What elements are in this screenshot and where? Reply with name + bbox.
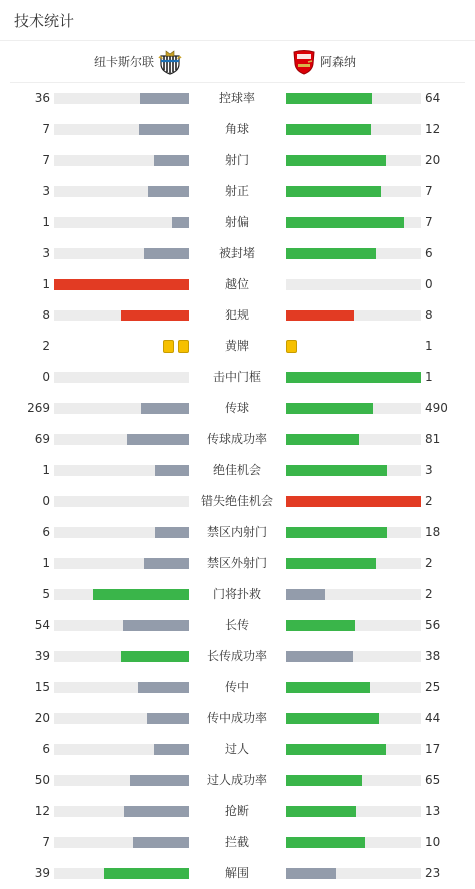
away-yellow-cards: [286, 340, 297, 353]
away-stat-bar-fill: [286, 837, 365, 848]
home-stat-bar: [54, 527, 189, 538]
away-stat-value: 7: [425, 215, 433, 229]
home-stat-bar-fill: [148, 186, 189, 197]
away-stat-bar-fill: [286, 713, 379, 724]
yellow-card-icon: [286, 340, 297, 353]
home-stat-bar: [54, 217, 189, 228]
away-stat-value: 56: [425, 618, 441, 632]
away-stat-bar: [286, 93, 421, 104]
home-stat-bar: [54, 713, 189, 724]
stat-label: 射偏: [224, 215, 249, 229]
home-stat-value: 20: [34, 711, 50, 725]
home-stat-value: 8: [42, 308, 50, 322]
home-stat-value: 0: [42, 370, 50, 384]
home-stat-bar: [54, 279, 189, 290]
home-stat-value: 39: [34, 866, 50, 880]
away-stat-bar-fill: [286, 744, 386, 755]
stat-row: [0, 858, 475, 889]
stat-label: 禁区内射门: [206, 525, 267, 539]
home-stat-bar: [54, 496, 189, 507]
home-stat-value: 3: [42, 184, 50, 198]
home-stat-value: 50: [34, 773, 50, 787]
stat-row: [0, 176, 475, 207]
home-stat-value: 1: [42, 556, 50, 570]
away-stat-bar: [286, 589, 421, 600]
away-stat-value: 38: [425, 649, 441, 663]
stat-row: [0, 765, 475, 796]
away-stat-bar: [286, 496, 421, 507]
stat-label: 越位: [224, 277, 249, 291]
home-stat-bar-fill: [172, 217, 189, 228]
stat-row: [0, 424, 475, 455]
stat-row: [0, 331, 475, 362]
stat-row: [0, 734, 475, 765]
away-stat-bar: [286, 775, 421, 786]
home-stat-value: 6: [42, 525, 50, 539]
home-stat-bar-fill: [144, 248, 189, 259]
away-stat-value: 6: [425, 246, 433, 260]
away-stat-bar: [286, 248, 421, 259]
stat-row: [0, 269, 475, 300]
away-stat-value: 1: [425, 339, 433, 353]
away-stat-bar: [286, 620, 421, 631]
home-stat-bar: [54, 651, 189, 662]
away-stat-bar-fill: [286, 124, 371, 135]
home-stat-bar: [54, 558, 189, 569]
page-header: [0, 0, 475, 41]
away-stat-bar-fill: [286, 527, 387, 538]
away-stat-value: 81: [425, 432, 441, 446]
home-stat-bar: [54, 403, 189, 414]
arsenal-crest-icon: [292, 49, 316, 75]
stat-row: [0, 548, 475, 579]
away-team-name: 阿森纳: [320, 55, 357, 69]
away-stat-bar: [286, 155, 421, 166]
stat-row: [0, 145, 475, 176]
home-stat-bar: [54, 186, 189, 197]
home-stat-bar: [54, 248, 189, 259]
home-stat-bar-fill: [54, 279, 189, 290]
home-stat-bar-fill: [141, 403, 189, 414]
home-team-name: 纽卡斯尔联: [93, 55, 154, 69]
away-stat-bar-fill: [286, 186, 381, 197]
stat-label: 射正: [224, 184, 249, 198]
stat-row: [0, 827, 475, 858]
away-stat-bar-fill: [286, 155, 386, 166]
away-stat-bar: [286, 651, 421, 662]
home-stat-bar: [54, 155, 189, 166]
home-stat-bar: [54, 465, 189, 476]
away-stat-bar: [286, 310, 421, 321]
home-stat-value: 7: [42, 122, 50, 136]
home-stat-value: 6: [42, 742, 50, 756]
home-stat-bar-fill: [121, 651, 189, 662]
home-stat-bar-fill: [104, 868, 189, 879]
stat-row: [0, 114, 475, 145]
home-stat-bar-fill: [144, 558, 189, 569]
home-stat-value: 12: [34, 804, 50, 818]
away-stat-bar: [286, 868, 421, 879]
stat-label: 过人: [224, 742, 249, 756]
home-stat-bar-fill: [130, 775, 189, 786]
home-team: [94, 41, 182, 82]
yellow-card-icon: [163, 340, 174, 353]
home-stat-bar-fill: [155, 465, 189, 476]
stat-label: 控球率: [218, 91, 255, 105]
home-stat-bar-fill: [133, 837, 189, 848]
home-stat-bar-fill: [138, 682, 189, 693]
away-stat-value: 490: [425, 401, 448, 415]
away-stat-bar-fill: [286, 682, 370, 693]
home-stat-bar-fill: [147, 713, 189, 724]
stat-label: 射门: [224, 153, 249, 167]
away-stat-bar-fill: [286, 868, 336, 879]
home-stat-bar: [54, 744, 189, 755]
away-team: [292, 41, 356, 82]
away-stat-value: 3: [425, 463, 433, 477]
away-stat-bar-fill: [286, 310, 354, 321]
home-yellow-cards: [163, 340, 189, 353]
away-stat-value: 64: [425, 91, 441, 105]
home-stat-value: 54: [34, 618, 50, 632]
stat-row: [0, 796, 475, 827]
away-stat-bar: [286, 434, 421, 445]
away-stat-value: 1: [425, 370, 433, 384]
home-stat-bar-fill: [123, 620, 189, 631]
home-stat-bar: [54, 310, 189, 321]
home-stat-bar: [54, 589, 189, 600]
away-stat-bar: [286, 558, 421, 569]
away-stat-value: 17: [425, 742, 441, 756]
home-stat-bar-fill: [154, 155, 189, 166]
home-stat-bar-fill: [140, 93, 189, 104]
home-stat-bar-fill: [155, 527, 189, 538]
away-stat-value: 65: [425, 773, 441, 787]
away-stat-bar-fill: [286, 434, 359, 445]
stat-label: 绝佳机会: [212, 463, 261, 477]
home-stat-value: 2: [42, 339, 50, 353]
home-stat-value: 1: [42, 463, 50, 477]
home-stat-bar: [54, 868, 189, 879]
stat-label: 角球: [224, 122, 249, 136]
stat-label: 犯规: [224, 308, 249, 322]
away-stat-bar: [286, 217, 421, 228]
newcastle-crest-icon: [158, 49, 182, 75]
away-stat-bar-fill: [286, 558, 376, 569]
away-stat-bar: [286, 527, 421, 538]
home-stat-bar-fill: [127, 434, 189, 445]
away-stat-bar: [286, 682, 421, 693]
away-stat-bar: [286, 713, 421, 724]
home-stat-bar-fill: [139, 124, 189, 135]
away-stat-bar: [286, 744, 421, 755]
stat-label: 黄牌: [224, 339, 249, 353]
away-stat-bar-fill: [286, 651, 353, 662]
teams-header: [10, 41, 465, 83]
away-stat-value: 8: [425, 308, 433, 322]
stats-list: [0, 83, 475, 889]
home-stat-value: 7: [42, 153, 50, 167]
stat-label: 过人成功率: [206, 773, 267, 787]
stat-label: 抢断: [224, 804, 249, 818]
stat-row: [0, 579, 475, 610]
stat-row: [0, 672, 475, 703]
home-stat-value: 36: [34, 91, 50, 105]
stat-label: 长传: [224, 618, 249, 632]
home-stat-bar: [54, 806, 189, 817]
stat-label: 传球成功率: [206, 432, 267, 446]
away-stat-bar: [286, 403, 421, 414]
stat-label: 击中门框: [212, 370, 261, 384]
away-stat-value: 12: [425, 122, 441, 136]
away-stat-bar-fill: [286, 372, 421, 383]
home-stat-value: 69: [34, 432, 50, 446]
home-stat-bar: [54, 682, 189, 693]
stat-label: 门将扑救: [212, 587, 261, 601]
stat-row: [0, 207, 475, 238]
away-stat-bar-fill: [286, 496, 421, 507]
home-stat-value: 39: [34, 649, 50, 663]
away-stat-value: 2: [425, 587, 433, 601]
stat-label: 禁区外射门: [206, 556, 267, 570]
away-stat-value: 0: [425, 277, 433, 291]
away-stat-bar: [286, 279, 421, 290]
away-stat-bar-fill: [286, 806, 356, 817]
stat-label: 传中: [224, 680, 249, 694]
away-stat-bar-fill: [286, 217, 404, 228]
home-stat-bar: [54, 775, 189, 786]
away-stat-bar-fill: [286, 465, 387, 476]
stat-label: 被封堵: [218, 246, 255, 260]
home-stat-value: 0: [42, 494, 50, 508]
away-stat-bar-fill: [286, 248, 376, 259]
home-stat-bar: [54, 620, 189, 631]
stat-label: 拦截: [224, 835, 249, 849]
home-stat-value: 1: [42, 277, 50, 291]
away-stat-value: 20: [425, 153, 441, 167]
away-stat-bar: [286, 124, 421, 135]
stat-row: [0, 238, 475, 269]
away-stat-value: 2: [425, 494, 433, 508]
home-stat-bar-fill: [154, 744, 189, 755]
away-stat-bar-fill: [286, 403, 373, 414]
away-stat-bar: [286, 837, 421, 848]
stat-row: [0, 610, 475, 641]
away-stat-bar: [286, 806, 421, 817]
home-stat-value: 7: [42, 835, 50, 849]
home-stat-value: 269: [27, 401, 50, 415]
away-stat-bar: [286, 372, 421, 383]
stat-label: 传中成功率: [206, 711, 267, 725]
stat-row: [0, 300, 475, 331]
stat-row: [0, 393, 475, 424]
stat-label: 解围: [224, 866, 249, 880]
home-stat-value: 1: [42, 215, 50, 229]
away-stat-bar-fill: [286, 620, 355, 631]
home-stat-bar-fill: [93, 589, 189, 600]
away-stat-value: 10: [425, 835, 441, 849]
stat-label: 错失绝佳机会: [200, 494, 273, 508]
stat-row: [0, 517, 475, 548]
page-title: 技术统计: [14, 12, 75, 30]
away-stat-bar: [286, 465, 421, 476]
home-stat-bar-fill: [121, 310, 189, 321]
away-stat-value: 44: [425, 711, 441, 725]
away-stat-bar-fill: [286, 775, 362, 786]
stat-row: [0, 486, 475, 517]
stat-label: 长传成功率: [206, 649, 267, 663]
stat-row: [0, 641, 475, 672]
home-stat-bar: [54, 124, 189, 135]
stat-label: 传球: [224, 401, 249, 415]
away-stat-bar-fill: [286, 93, 372, 104]
away-stat-value: 18: [425, 525, 441, 539]
stat-row: [0, 83, 475, 114]
away-stat-value: 2: [425, 556, 433, 570]
stat-row: [0, 455, 475, 486]
away-stat-bar: [286, 186, 421, 197]
home-stat-bar: [54, 837, 189, 848]
away-stat-value: 23: [425, 866, 441, 880]
stat-row: [0, 362, 475, 393]
away-stat-value: 25: [425, 680, 441, 694]
away-stat-value: 7: [425, 184, 433, 198]
home-stat-bar: [54, 434, 189, 445]
home-stat-value: 15: [34, 680, 50, 694]
stat-row: [0, 703, 475, 734]
home-stat-bar-fill: [124, 806, 189, 817]
away-stat-value: 13: [425, 804, 441, 818]
home-stat-value: 5: [42, 587, 50, 601]
home-stat-bar: [54, 372, 189, 383]
away-stat-bar-fill: [286, 589, 325, 600]
home-stat-value: 3: [42, 246, 50, 260]
home-stat-bar: [54, 93, 189, 104]
